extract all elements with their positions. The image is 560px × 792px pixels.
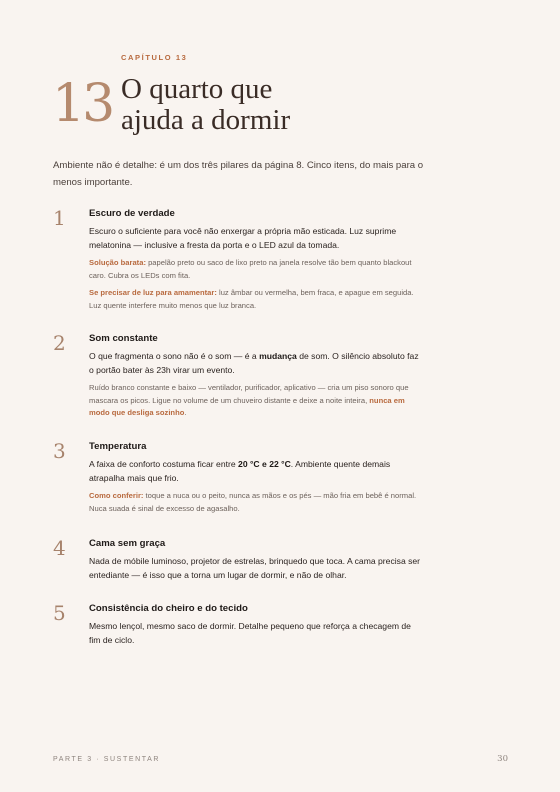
text-run: de som. O silêncio absoluto faz o portão bater às 23h virar um evento. <box>89 351 419 375</box>
chapter-label: CAPÍTULO 13 <box>121 53 188 62</box>
item-number: 2 <box>53 331 66 355</box>
item-text <box>89 350 423 377</box>
item-title: Cama sem graça <box>89 538 166 549</box>
intro-paragraph: Ambiente não é detalhe: é um dos três pilares da página 8. Cinco itens, do mais para o menos importante. <box>53 160 424 188</box>
item-note <box>89 382 423 420</box>
item-text <box>89 458 423 485</box>
note-text: toque a nuca ou o peito, nunca as mãos e os pés — mão fria em bebê é normal. Nuca suada é sinal de excesso de agasalho. <box>89 491 417 513</box>
item-number: 4 <box>53 536 66 560</box>
text-run: A faixa de conforto costuma ficar entre <box>89 459 239 469</box>
item-title: Temperatura <box>89 441 147 452</box>
list-item <box>53 538 423 587</box>
item-text: Escuro o suficiente para você não enxergar a própria mão esticada. Luz suprime melatonina — inclusive a fresta da porta e o LED azul da tomada. <box>89 226 397 250</box>
list-item <box>53 333 423 425</box>
note-emphasis: nunca em modo que desliga sozinho <box>89 395 405 417</box>
item-title: Som constante <box>89 333 158 344</box>
item-number: 1 <box>53 206 66 230</box>
item-title: Escuro de verdade <box>89 208 175 219</box>
footer-section: PARTE 3 · SUSTENTAR <box>53 756 161 763</box>
chapter-title <box>121 74 290 136</box>
item-number: 5 <box>53 601 66 625</box>
note-label: Se precisar de luz para amamentar: <box>89 288 217 297</box>
item-text: Nada de móbile luminoso, projetor de estrelas, brinquedo que toca. A cama precisa ser entediante — é isso que a torna um lugar de dormir, e não de olhar. <box>89 556 421 580</box>
note-label: Como conferir: <box>89 491 144 500</box>
note-text: luz âmbar ou vermelha, bem fraca, e apague em seguida. Luz quente interfere muito menos que luz branca. <box>89 288 414 310</box>
list-item <box>53 603 423 652</box>
item-note <box>89 257 423 282</box>
item-note <box>89 287 423 312</box>
item-note <box>89 490 423 515</box>
chapter-number: 13 <box>52 74 113 134</box>
emphasis: 20 °C e 22 °C <box>238 459 291 469</box>
note-text: Ruído branco constante e baixo — ventilador, purificador, aplicativo — cria um piso sonoro que mascara os picos. Ligue no volume de um chuveiro distante e deixe a noite inteira, <box>89 383 409 405</box>
item-title: Consistência do cheiro e do tecido <box>89 603 248 614</box>
item-text: Mesmo lençol, mesmo saco de dormir. Detalhe pequeno que reforça a checagem de fim de ciclo. <box>89 621 411 645</box>
chapter-title-line-2: ajuda a dormir <box>121 104 291 136</box>
item-number: 3 <box>53 439 66 463</box>
note-text: . <box>184 408 187 417</box>
list-item <box>53 441 423 520</box>
note-text: papelão preto ou saco de lixo preto na janela resolve tão bem quanto blackout caro. Cubra os LEDs com fita. <box>89 258 412 280</box>
text-run: O que fragmenta o sono não é o som — é a <box>89 351 260 361</box>
page-number: 30 <box>497 754 508 764</box>
chapter-title-line-1: O quarto que <box>121 73 273 105</box>
note-label: Solução barata: <box>89 258 146 267</box>
list-item <box>53 208 423 317</box>
text-run: . Ambiente quente demais atrapalha mais que frio. <box>89 459 391 483</box>
emphasis: mudança <box>259 351 297 361</box>
